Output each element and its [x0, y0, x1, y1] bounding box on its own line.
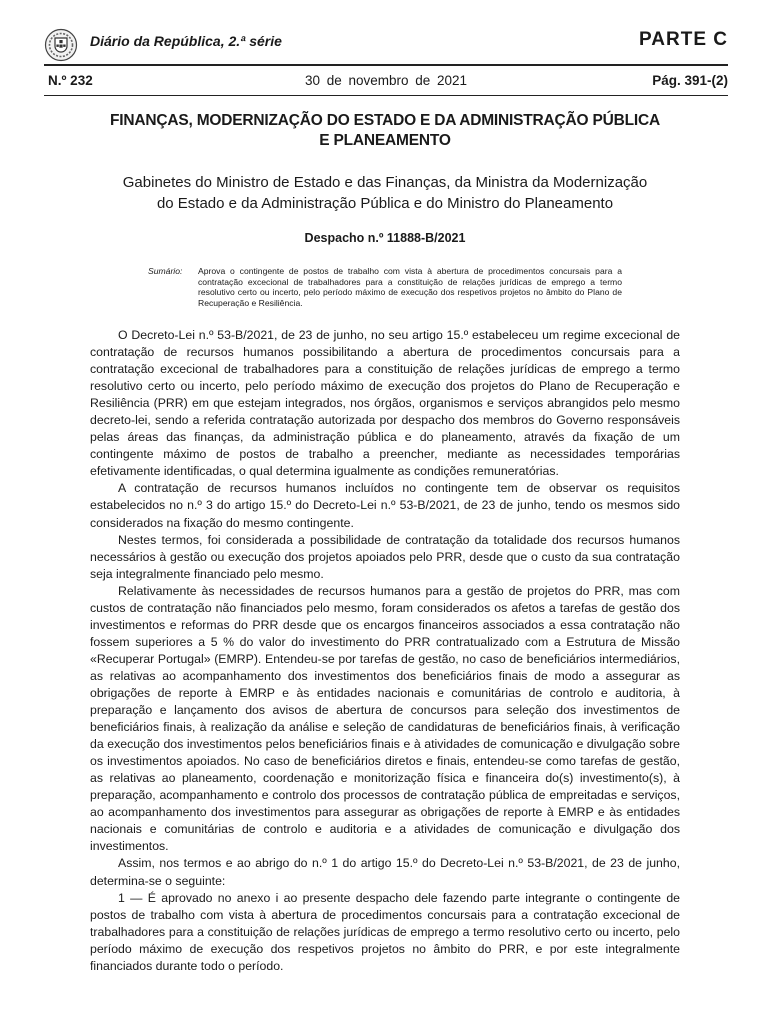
- part-label: PARTE C: [639, 29, 728, 50]
- body-text: [90, 327, 680, 975]
- journal-series: 2.ª série: [228, 33, 282, 49]
- paragraph: 1 — É aprovado no anexo i ao presente despacho dele fazendo parte integrante o contingente de postos de trabalho com vista à abertura de procedimentos concursais para a contratação excecional de trabalhadores para a constituição de relações jurídicas de emprego a termo resolutivo certo ou incerto, pelo período máximo de execução dos respetivos projetos no âmbito do PRR, e por este integralmente financiados durante todo o período.: [90, 890, 680, 973]
- dispatch-title: Despacho n.º 11888-B/2021: [304, 231, 466, 245]
- cabinets-heading: [60, 172, 710, 214]
- masthead: [44, 26, 728, 62]
- paragraph: O Decreto-Lei n.º 53-B/2021, de 23 de junho, no seu artigo 15.º estabeleceu um regime excecional de contratação de recursos humanos possibilitando a abertura de procedimentos concursais para a contratação excecional de trabalhadores para a constituição de relações jurídicas de emprego a termo resolutivo certo ou incerto, pelo período máximo de execução dos projetos do Plano de Recuperação e Resiliência (PRR) em que estejam integrados, nos órgãos, organismos e serviços abrangidos pelo mesmo decreto-lei, sendo a referida contratação autorizada por despacho dos membros do Governo responsáveis pelas áreas das finanças, da administração pública e do planeamento, através da fixação de um contingente máximo de postos de trabalho a preencher, mediante as necessidades temporárias efetivamente identificadas, o qual determina igualmente as condições remuneratórias.: [90, 328, 680, 479]
- issue-date: 30 de novembro de 2021: [304, 73, 468, 88]
- issue-bar: [44, 73, 728, 91]
- cabinets-line-1: Gabinetes do Ministro de Estado e das Finanças, da Ministra da Modernização: [122, 174, 648, 191]
- header-rule: [44, 64, 728, 66]
- ministry-line-2: E PLANEAMENTO: [319, 132, 451, 149]
- cabinets-line-2: do Estado e da Administração Pública e do Ministro do Planeamento: [156, 195, 614, 212]
- issue-number: N.º 232: [48, 73, 93, 88]
- paragraph: Nestes termos, foi considerada a possibilidade de contratação da totalidade dos recursos humanos necessários à gestão ou execução dos projetos apoiados pelo PRR, desde que o custo da sua contratação seja integralmente financiado pelo mesmo.: [90, 532, 680, 581]
- paragraph: Assim, nos termos e ao abrigo do n.º 1 do artigo 15.º do Decreto-Lei n.º 53-B/2021, de 23 de junho, determina-se o seguinte:: [90, 856, 680, 888]
- page-number: Pág. 391-(2): [652, 73, 728, 88]
- ministry-heading: [60, 111, 710, 151]
- issue-rule: [44, 95, 728, 96]
- summary-text: Aprova o contingente de postos de trabalho com vista à abertura de procedimentos concursais para a contratação excecional de trabalhadores para a constituição de relações jurídicas de emprego a termo resolutivo certo ou incerto, pelo período máximo de execução dos respetivos projetos no âmbito do Plano de Recuperação e Resiliência.: [198, 266, 622, 309]
- summary-label: Sumário:: [148, 266, 183, 276]
- paragraph: A contratação de recursos humanos incluídos no contingente tem de observar os requisitos estabelecidos no n.º 3 do artigo 15.º do Decreto-Lei n.º 53-B/2021, de 23 de junho, tendo os mesmos sido considerados na fixação do mesmo contingente.: [90, 481, 680, 530]
- paragraph: Relativamente às necessidades de recursos humanos para a gestão de projetos do PRR, mas com custos de contratação não financiados pelo mesmo, foram considerados os afetos a tarefas de gestão dos investimentos e reformas do PRR desde que os encargos financeiros associados a essa contratação não fossem superiores a 5 % do valor do investimento do PRR contratualizado com a Estrutura de Missão «Recuperar Portugal» (EMRP). Entendeu-se por tarefas de gestão, no caso de beneficiários intermediários, as relativas ao acompanhamento dos investimentos dos beneficiários finais de modo a assegurar as obrigações de reporte à EMRP e às entidades nacionais e comunitárias de controlo e auditoria, à preparação e lançamento dos avisos de abertura de concursos para seleção dos investimentos de beneficiários finais, à realização da análise e seleção de candidaturas de beneficiários finais, à verificação da execução dos investimentos pelos beneficiários finais e à atividades de comunicação e divulgação sobre os investimentos apoiados. No caso de beneficiários diretos e finais, entendeu-se como tarefas de gestão, as relativas ao planeamento, coordenação e monitorização física e financeira do(s) investimento(s), à preparação, acompanhamento e controlo dos processos de contratação pública de empreitadas e serviços, ao acompanhamento dos investimentos para assegurar as obrigações de reporte à EMRP e às entidades nacionais e comunitárias de controlo e auditoria e a atividades de comunicação e divulgação dos investimentos.: [90, 583, 680, 854]
- summary: [148, 266, 622, 309]
- coat-of-arms-icon: [44, 28, 78, 62]
- journal-name: Diário da República,: [90, 33, 225, 49]
- journal-title: [90, 33, 282, 49]
- ministry-line-1: FINANÇAS, MODERNIZAÇÃO DO ESTADO E DA ADMINISTRAÇÃO PÚBLICA: [110, 112, 660, 129]
